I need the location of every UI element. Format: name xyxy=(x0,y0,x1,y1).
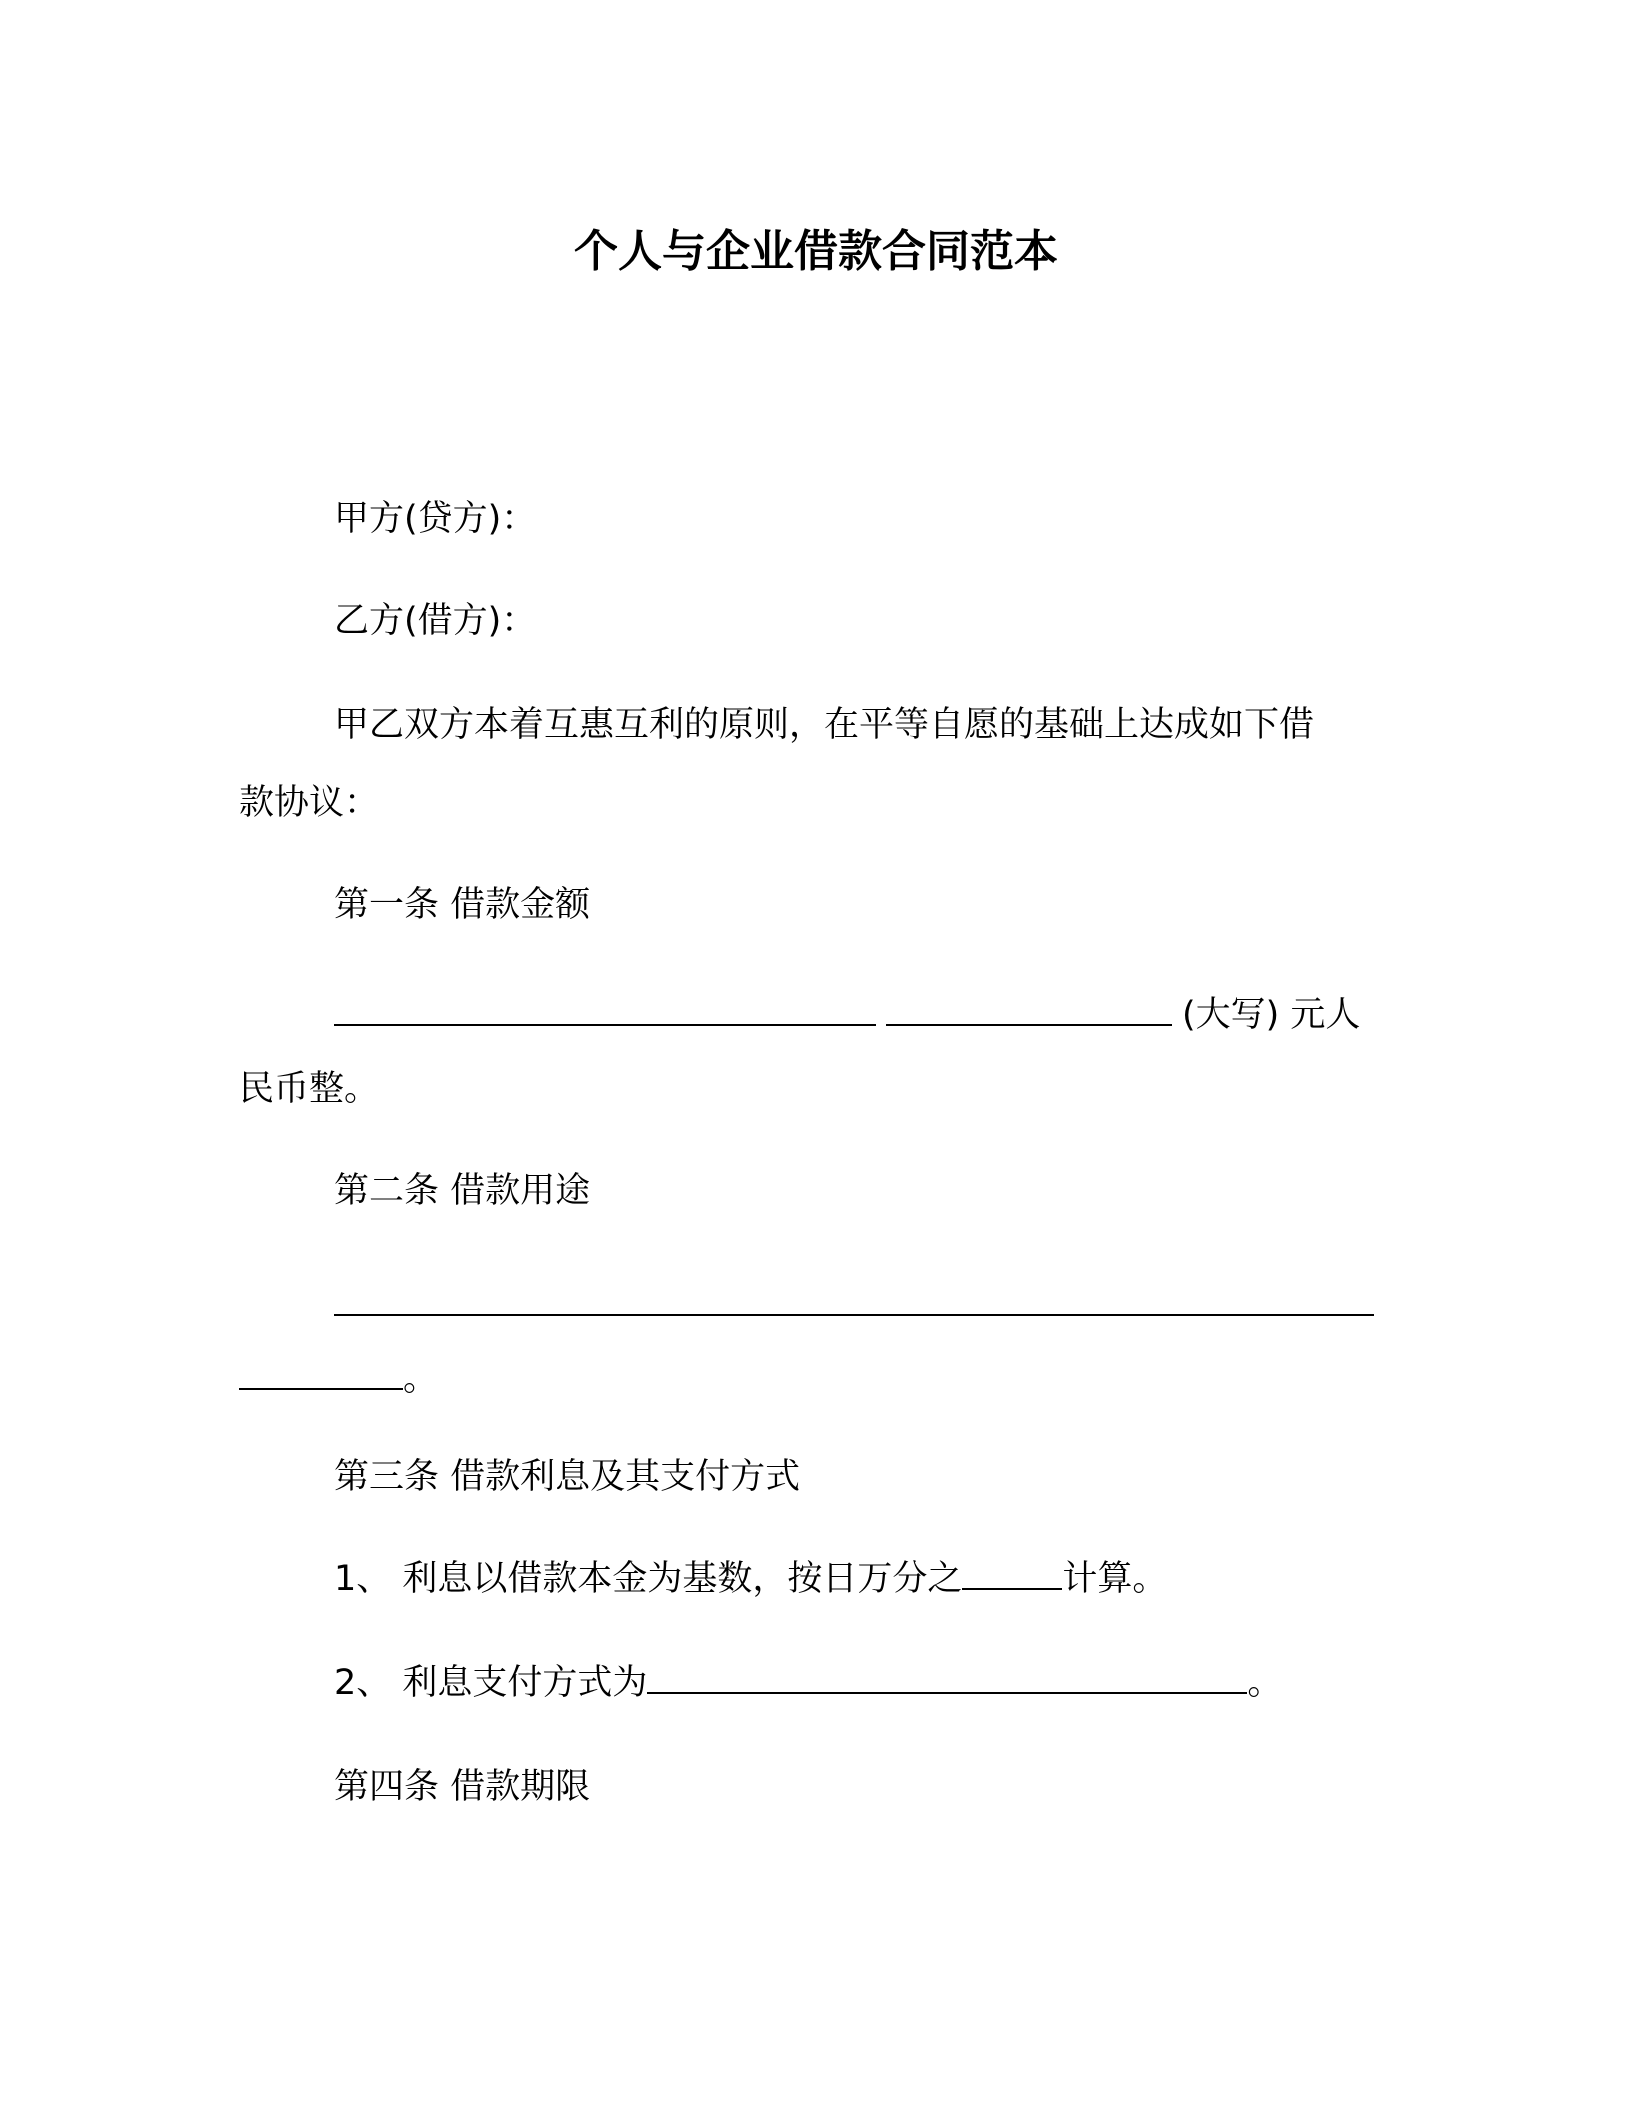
item-1-suffix: 计算。 xyxy=(1062,1559,1168,1599)
amount-suffix: (大写) 元人 xyxy=(1182,995,1361,1035)
interest-rate-blank[interactable] xyxy=(962,1558,1062,1590)
article-3-heading: 第三条 借款利息及其支付方式 xyxy=(334,1457,801,1497)
amount-blank-1[interactable] xyxy=(334,994,876,1026)
article-2-heading: 第二条 借款用途 xyxy=(334,1171,591,1211)
preamble-line-1: 甲乙双方本着互惠互利的原则，在平等自愿的基础上达成如下借 xyxy=(334,705,1315,745)
payment-method-blank[interactable] xyxy=(647,1662,1247,1694)
article-1-heading: 第一条 借款金额 xyxy=(334,885,591,925)
article-1-line-2: 民币整。 xyxy=(239,1069,380,1109)
item-2-prefix: 2、 利息支付方式为 xyxy=(334,1663,648,1703)
article-1-amount-line xyxy=(334,992,1360,1038)
item-2-suffix: 。 xyxy=(1247,1663,1283,1703)
party-b-label: 乙方(借方)： xyxy=(334,601,537,641)
party-a-label: 甲方(贷方)： xyxy=(334,499,537,539)
preamble-line-2: 款协议： xyxy=(239,783,380,823)
article-2-purpose-line xyxy=(334,1282,1374,1328)
document-title: 个人与企业借款合同范本 xyxy=(574,226,1058,277)
item-1-prefix: 1、 利息以借款本金为基数，按日万分之 xyxy=(334,1559,963,1599)
purpose-end: 。 xyxy=(403,1359,439,1399)
purpose-blank-2[interactable] xyxy=(239,1358,403,1390)
article-4-heading: 第四条 借款期限 xyxy=(334,1767,591,1807)
article-2-line-2 xyxy=(239,1356,438,1402)
amount-blank-2[interactable] xyxy=(886,994,1172,1026)
purpose-blank-1[interactable] xyxy=(334,1284,1374,1316)
article-3-item-1 xyxy=(334,1556,1167,1602)
article-3-item-2 xyxy=(334,1660,1282,1706)
